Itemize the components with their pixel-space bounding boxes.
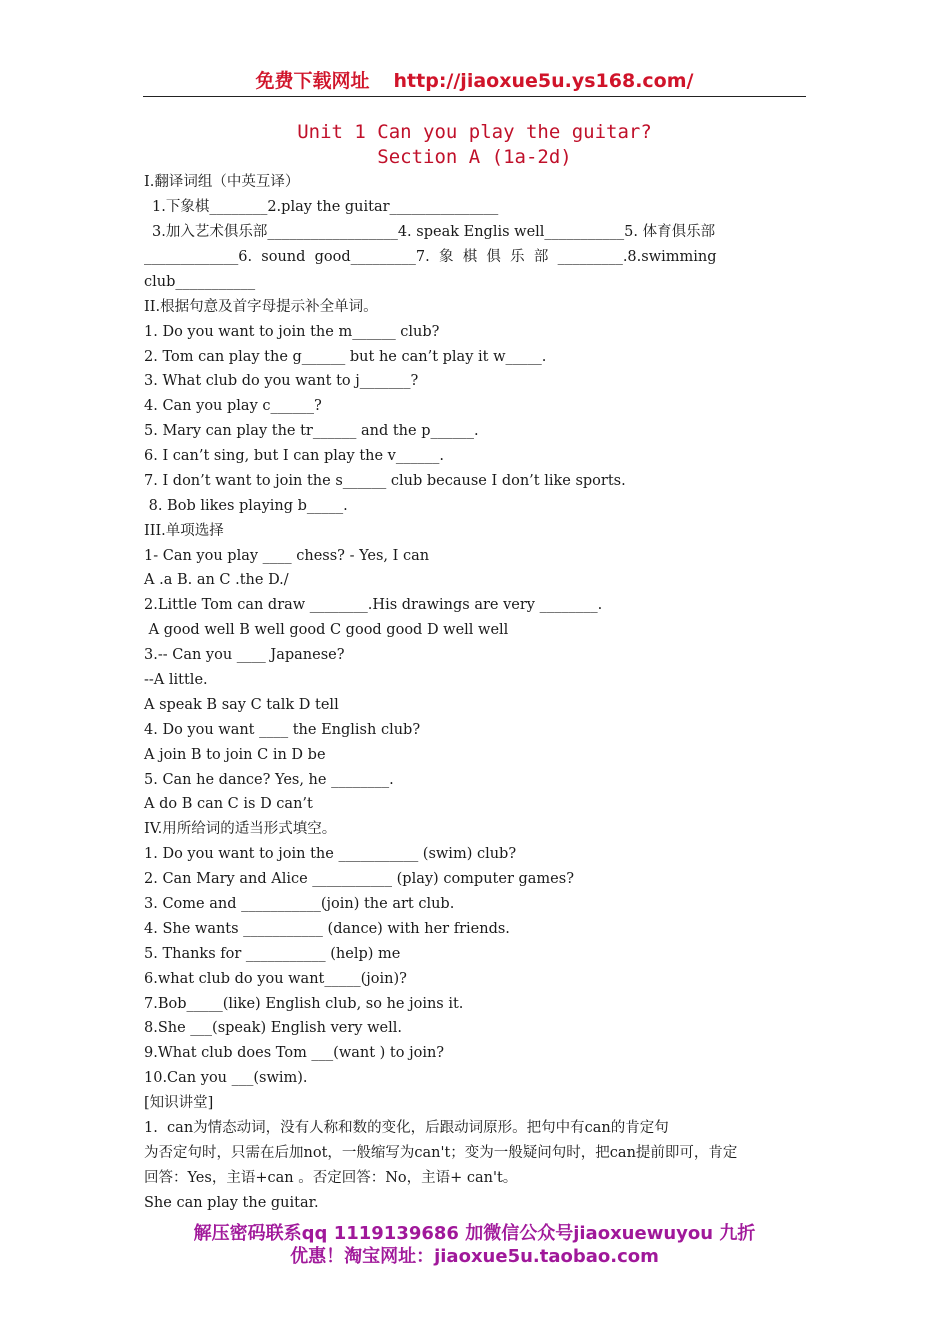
line-1: 1.下象棋________2.play the guitar_______________: [152, 199, 499, 215]
line-13: 8. Bob likes playing b_____.: [144, 498, 348, 514]
line-41: She can play the guitar.: [144, 1195, 319, 1211]
line-39: 为否定句时，只需在后加not，一般缩写为can't；变为一般疑问句时，把can提前即可，肯定: [144, 1145, 738, 1161]
line-23: A join B to join C in D be: [144, 747, 326, 763]
line-36: 10.Can you ___(swim).: [144, 1070, 308, 1086]
line-15: 1- Can you play ____ chess? - Yes, I can: [144, 548, 430, 564]
footer-line-1: 解压密码联系qq 1119139686 加微信公众号jiaoxuewuyou 九折: [193, 1223, 756, 1244]
line-28: 2. Can Mary and Alice ___________ (play) computer games?: [144, 871, 574, 887]
line-27: 1. Do you want to join the ___________ (swim) club?: [144, 846, 517, 862]
footer-line-2: 优惠！淘宝网址：jiaoxue5u.taobao.com: [290, 1246, 659, 1267]
line-7: 2. Tom can play the g______ but he can’t play it w_____.: [144, 349, 547, 365]
line-16: A .a B. an C .the D./: [144, 572, 289, 588]
line-8: 3. What club do you want to j_______?: [144, 373, 419, 389]
line-29: 3. Come and ___________(join) the art club.: [144, 896, 455, 912]
line-21: A speak B say C talk D tell: [144, 697, 339, 713]
line-17: 2.Little Tom can draw ________.His drawings are very ________.: [144, 597, 603, 613]
line-26: IV.用所给词的适当形式填空。: [144, 821, 337, 837]
line-4: club___________: [144, 274, 256, 290]
line-0: I.翻译词组（中英互译）: [144, 174, 300, 190]
line-40: 回答：Yes，主语+can 。否定回答：No，主语+ can't。: [144, 1170, 518, 1186]
line-18: A good well B well good C good good D well well: [144, 622, 509, 638]
line-5: II.根据句意及首字母提示补全单词。: [144, 299, 378, 315]
line-3: _____________6. sound good_________7. 象 棋 俱 乐 部 _________.8.swimming: [144, 249, 717, 265]
page-header: [143, 66, 806, 97]
line-11: 6. I can’t sing, but I can play the v______.: [144, 448, 444, 464]
line-20: --A little.: [144, 672, 208, 688]
site-url-link[interactable]: http://jiaoxue5u.ys168.com/: [393, 70, 694, 92]
line-25: A do B can C is D can’t: [144, 796, 313, 812]
line-34: 8.She ___(speak) English very well.: [144, 1020, 402, 1036]
line-24: 5. Can he dance? Yes, he ________.: [144, 772, 394, 788]
line-12: 7. I don’t want to join the s______ club because I don’t like sports.: [144, 473, 626, 489]
line-2: 3.加入艺术俱乐部__________________4. speak Englis well___________5. 体育俱乐部: [152, 224, 716, 240]
line-32: 6.what club do you want_____(join)?: [144, 971, 407, 987]
line-10: 5. Mary can play the tr______ and the p______.: [144, 423, 479, 439]
line-22: 4. Do you want ____ the English club?: [144, 722, 421, 738]
line-31: 5. Thanks for ___________ (help) me: [144, 946, 401, 962]
line-14: III.单项选择: [144, 523, 224, 539]
section-title: Section A (1a-2d): [377, 146, 572, 168]
line-33: 7.Bob_____(like) English club, so he joins it.: [144, 996, 464, 1012]
line-37: [知识讲堂]: [144, 1095, 214, 1111]
line-19: 3.-- Can you ____ Japanese?: [144, 647, 345, 663]
line-6: 1. Do you want to join the m______ club?: [144, 324, 440, 340]
line-30: 4. She wants ___________ (dance) with her friends.: [144, 921, 510, 937]
site-label: 免费下载网址: [255, 70, 370, 92]
line-38: 1. can为情态动词，没有人称和数的变化，后跟动词原形。把句中有can的肯定句: [144, 1120, 669, 1136]
line-9: 4. Can you play c______?: [144, 398, 322, 414]
line-35: 9.What club does Tom ___(want ) to join?: [144, 1045, 445, 1061]
unit-title: Unit 1 Can you play the guitar?: [297, 121, 652, 143]
